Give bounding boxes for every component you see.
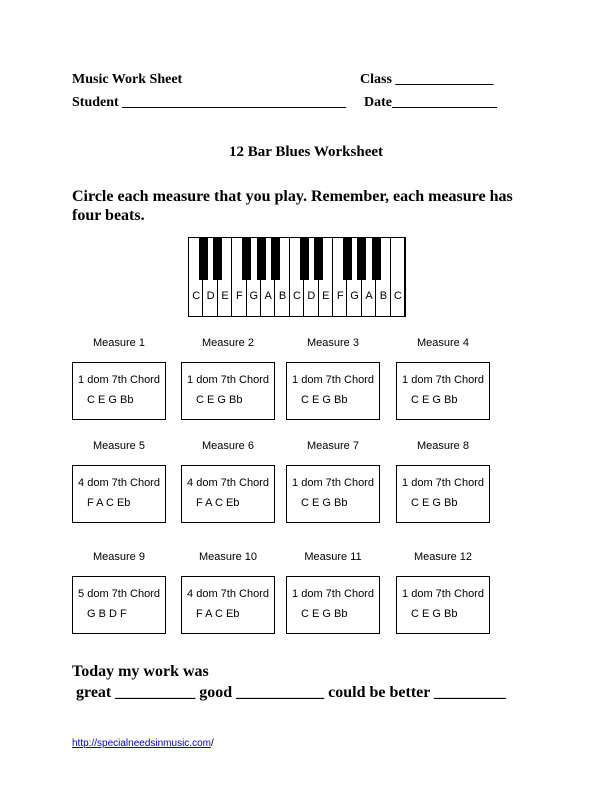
chord-notes: F A C Eb (196, 608, 240, 620)
key-label: G (249, 290, 259, 302)
measure-label: Measure 8 (417, 440, 469, 452)
key-label: C (293, 290, 301, 302)
chord-notes: C E G Bb (411, 608, 458, 620)
black-key (357, 238, 366, 280)
chord-notes: C E G Bb (301, 608, 348, 620)
black-key (213, 238, 222, 280)
key-label: A (264, 290, 272, 302)
black-key (257, 238, 266, 280)
measure-box[interactable] (181, 465, 275, 523)
chord-notes: C E G Bb (301, 497, 348, 509)
black-key (300, 238, 309, 280)
chord-name: 1 dom 7th Chord (292, 374, 374, 386)
chord-name: 1 dom 7th Chord (292, 588, 374, 600)
measure-box[interactable] (396, 465, 490, 523)
key-label: B (379, 290, 388, 302)
key-label: D (307, 290, 316, 302)
chord-name: 4 dom 7th Chord (187, 477, 269, 489)
key-label: F (236, 290, 243, 302)
key-label: G (350, 290, 359, 302)
black-key (199, 238, 208, 280)
black-key (343, 238, 352, 280)
chord-name: 1 dom 7th Chord (402, 477, 484, 489)
instructions: Circle each measure that you play. Remember, each measure has four beats. (72, 188, 513, 224)
chord-notes: F A C Eb (87, 497, 131, 509)
chord-name: 4 dom 7th Chord (78, 477, 160, 489)
measure-label: Measure 10 (198, 551, 258, 563)
black-key (271, 238, 280, 280)
measure-label: Measure 12 (413, 551, 473, 563)
measure-box[interactable] (72, 465, 166, 523)
keyboard-frame (188, 237, 406, 317)
chord-name: 1 dom 7th Chord (187, 374, 269, 386)
measure-box[interactable] (72, 576, 166, 634)
piano-keyboard (188, 237, 406, 317)
measure-box[interactable] (396, 362, 490, 420)
key-label: B (278, 290, 287, 302)
key-label: F (336, 290, 344, 302)
black-key (314, 238, 323, 280)
chord-notes: G B D F (87, 608, 127, 620)
key-label: D (206, 290, 215, 302)
key-label: E (221, 290, 229, 302)
page-title: 12 Bar Blues Worksheet (228, 144, 384, 160)
chord-notes: C E G Bb (411, 394, 458, 406)
key-label: E (322, 290, 330, 302)
measure-box[interactable] (396, 576, 490, 634)
chord-notes: C E G Bb (301, 394, 348, 406)
website-link[interactable]: http://specialneedsinmusic.com (72, 738, 211, 749)
key-label: A (365, 290, 373, 302)
measure-box[interactable] (286, 465, 380, 523)
chord-name: 1 dom 7th Chord (292, 477, 374, 489)
chord-notes: F A C Eb (196, 497, 240, 509)
measure-label: Measure 3 (307, 337, 359, 349)
measure-box[interactable] (286, 576, 380, 634)
date-field[interactable]: Date_______________ (364, 95, 497, 110)
measure-label: Measure 2 (202, 337, 254, 349)
measure-label: Measure 9 (93, 551, 145, 563)
chord-notes: C E G Bb (411, 497, 458, 509)
chord-name: 1 dom 7th Chord (78, 374, 160, 386)
class-field[interactable]: Class ______________ (360, 72, 494, 87)
rating-line[interactable]: great __________ good ___________ could be better _________ (76, 684, 507, 701)
chord-notes: C E G Bb (196, 394, 243, 406)
worksheet-label: Music Work Sheet (72, 72, 183, 87)
black-key (372, 238, 381, 280)
white-key (391, 238, 405, 316)
student-field[interactable]: Student ________________________________ (72, 95, 347, 110)
key-label: C (393, 290, 402, 302)
measure-label: Measure 6 (202, 440, 254, 452)
black-key (242, 238, 251, 280)
chord-name: 5 dom 7th Chord (78, 588, 160, 600)
measure-label: Measure 5 (93, 440, 145, 452)
measure-box[interactable] (286, 362, 380, 420)
measure-label: Measure 4 (417, 337, 469, 349)
measure-box[interactable] (72, 362, 166, 420)
today-label: Today my work was (72, 663, 209, 680)
measure-label: Measure 7 (307, 440, 359, 452)
chord-name: 1 dom 7th Chord (402, 588, 484, 600)
chord-name: 4 dom 7th Chord (187, 588, 269, 600)
footer-link-row (72, 738, 214, 749)
measure-box[interactable] (181, 362, 275, 420)
measure-box[interactable] (181, 576, 275, 634)
measure-label: Measure 1 (93, 337, 145, 349)
chord-notes: C E G Bb (87, 394, 134, 406)
chord-name: 1 dom 7th Chord (402, 374, 484, 386)
link-suffix: / (210, 738, 214, 749)
key-label: C (192, 290, 201, 302)
measure-label: Measure 11 (304, 551, 362, 563)
